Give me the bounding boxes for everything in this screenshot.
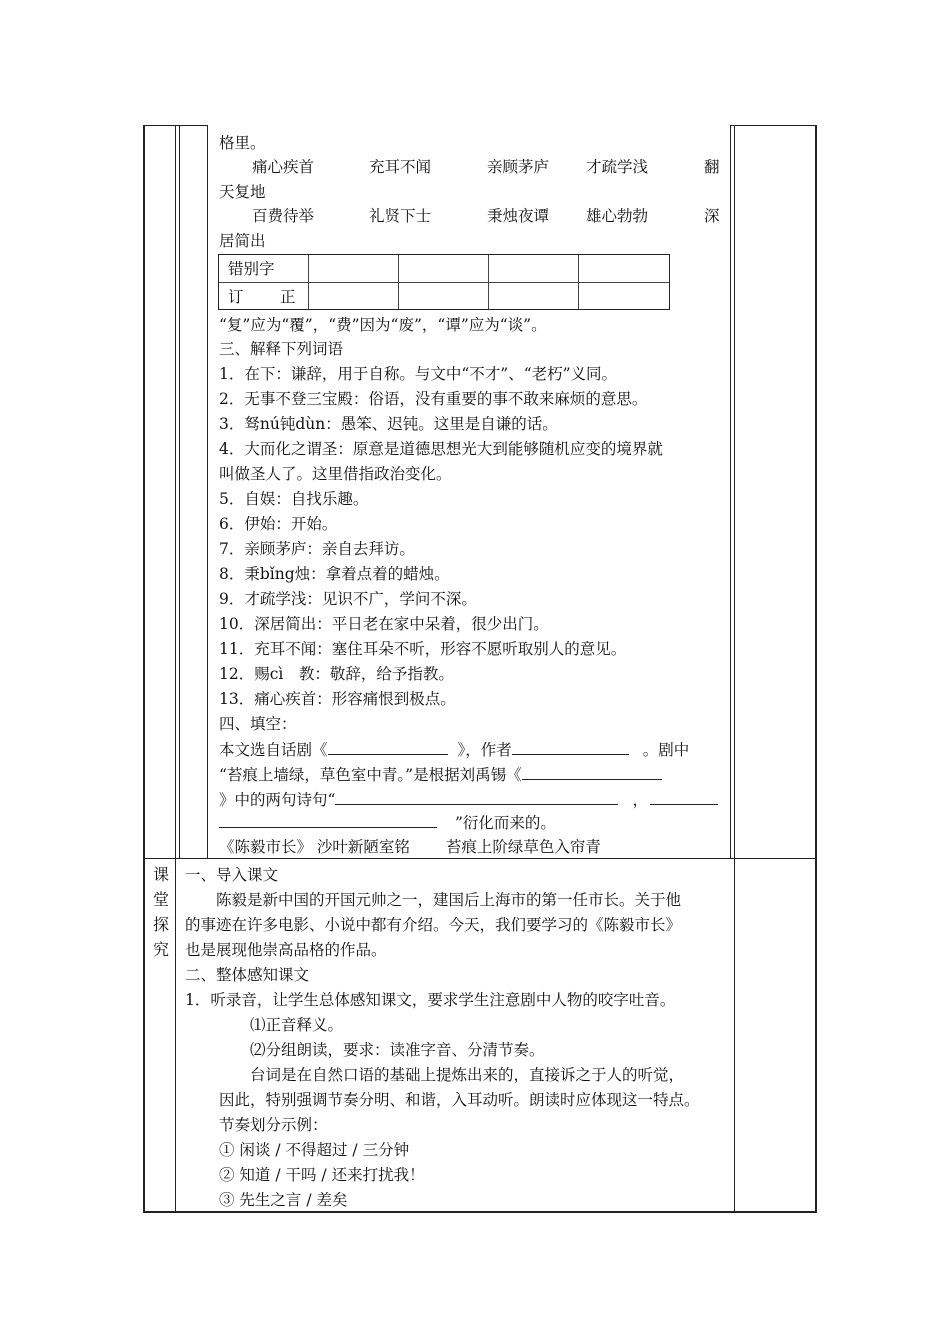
blank-source-title	[522, 764, 662, 780]
rhythm-example: ① 闲谈 / 不得超过 / 三分钟	[219, 1141, 410, 1159]
rhythm-example: ③ 先生之言 / 差矣	[219, 1191, 348, 1209]
definition-item: 11．充耳不闻：塞住耳朵不听，形容不愿听取别人的意见。	[219, 640, 627, 658]
definition-item: 2．无事不登三宝殿：俗语，没有重要的事不敢来麻烦的意思。	[219, 390, 648, 408]
definition-item: 3．驽nú钝dùn：愚笨、迟钝。这里是自谦的话。	[219, 415, 558, 433]
fill-blank-line	[219, 812, 556, 833]
section-heading: 二、整体感知课文	[185, 966, 310, 984]
text-fragment: 本文选自话剧《	[219, 741, 328, 759]
blank-play-title	[328, 739, 448, 755]
definition-item: 10．深居简出：平日老在家中呆着，很少出门。	[219, 615, 549, 633]
definition-item: 6．伊始：开始。	[219, 515, 338, 533]
section-heading: 一、导入课文	[185, 866, 279, 884]
correction-label-b: 正	[280, 288, 296, 306]
text-line: “复”应为“覆”，“费”因为“废”，“谭”应为“谈”。	[219, 316, 547, 334]
text-fragment: “苔痕上墙绿，草色室中青。”是根据刘禹锡《	[219, 766, 522, 784]
error-correction-table	[218, 254, 670, 310]
idiom-item: 翻	[704, 158, 720, 176]
definition-item: 4．大而化之谓圣：原意是道德思想光大到能够随机应变的境界就	[219, 440, 663, 458]
blank-poem-line-2	[650, 789, 718, 805]
correction-label-a: 订	[228, 288, 244, 306]
idiom-item: 秉烛夜谭	[487, 207, 550, 225]
fill-blank-line	[219, 739, 689, 760]
table-right-border	[815, 125, 817, 1213]
table-bottom-border	[143, 1211, 817, 1213]
idiom-item: 才疏学浅	[586, 158, 649, 176]
paragraph-line: 因此，特别强调节奏分明、和谐，入耳动听。朗读时应体现这一特点。	[219, 1091, 700, 1109]
paragraph-line: 的事迹在许多电影、小说中都有介绍。今天，我们要学习的《陈毅市长》	[185, 916, 682, 934]
side-label-char: 堂	[152, 890, 169, 909]
side-label-char: 探	[152, 915, 169, 934]
definition-item: 13．痛心疾首：形容痛恨到极点。	[219, 690, 456, 708]
text-fragment: 》中的两句诗句“	[219, 791, 336, 809]
definition-item: 9．才疏学浅：见识不广，学问不深。	[219, 590, 477, 608]
idiom-item: 百费待举	[252, 207, 315, 225]
paragraph-line: ⑵分组朗读，要求：读准字音、分清节奏。	[250, 1041, 545, 1059]
text-fragment: 》，作者	[457, 741, 512, 759]
idiom-item: 充耳不闻	[369, 158, 432, 176]
text-fragment: ”衍化而来的。	[455, 814, 556, 832]
definition-item: 1．在下：谦辞，用于自称。与文中“不才”、“老朽”义同。	[219, 365, 618, 383]
paragraph-line: 陈毅是新中国的开国元帅之一，建国后上海市的第一任市长。关于他	[216, 891, 682, 909]
paragraph-line: 节奏划分示例：	[219, 1116, 328, 1134]
paragraph-line: ⑴正音释义。	[250, 1016, 344, 1034]
rhythm-example: ② 知道 / 干吗 / 还来打扰我！	[219, 1166, 425, 1184]
fill-blank-line	[219, 789, 718, 810]
blank-poem-line-2-cont	[219, 812, 437, 828]
column-divider-2a	[179, 125, 180, 859]
column-divider-4	[730, 125, 731, 859]
answer-line: 《陈毅市长》 沙叶新陋室铭 苔痕上阶绿草色入帘青	[219, 838, 601, 856]
column-divider-5	[734, 125, 735, 1213]
column-divider-3	[207, 125, 208, 859]
text-line: 天复地	[219, 183, 266, 201]
text-line: 格里。	[219, 134, 266, 152]
definition-item: 12．赐cì 教：敬辞，给予指教。	[219, 665, 454, 683]
text-line: 居简出	[219, 232, 266, 250]
idiom-item: 礼贤下士	[369, 207, 432, 225]
paragraph-line: 1．听录音，让学生总体感知课文，要求学生注意剧中人物的咬字吐音。	[185, 991, 676, 1009]
side-label-char: 究	[152, 940, 169, 959]
text-fragment: 。剧中	[642, 741, 690, 759]
paragraph-line: 也是展现他崇高品格的作品。	[185, 941, 387, 959]
paragraph-line: 台词是在自然口语的基础上提炼出来的，直接诉之于人的听觉，	[250, 1066, 685, 1084]
table-left-border	[143, 125, 145, 1213]
fill-blank-line	[219, 764, 662, 785]
table-row-divider	[219, 282, 669, 283]
side-label-char: 课	[152, 865, 169, 884]
blank-poem-line-1	[335, 789, 618, 805]
definition-item: 7．亲顾茅庐：亲自去拜访。	[219, 540, 415, 558]
row-divider	[143, 858, 817, 859]
text-fragment: ，	[632, 791, 648, 809]
section-heading: 三、解释下列词语	[219, 340, 344, 358]
definition-item: 5．自娱：自找乐趣。	[219, 490, 369, 508]
column-divider-1	[175, 125, 176, 1213]
definition-item: 8．秉bǐng烛：拿着点着的蜡烛。	[219, 565, 450, 583]
section-heading: 四、填空：	[219, 715, 297, 733]
definition-item: 叫做圣人了。这里借指政治变化。	[219, 465, 452, 483]
idiom-item: 亲顾茅庐	[487, 158, 550, 176]
idiom-item: 深	[704, 207, 720, 225]
blank-author	[512, 739, 629, 755]
idiom-item: 雄心勃勃	[586, 207, 649, 225]
idiom-item: 痛心疾首	[252, 158, 315, 176]
table-top-border-right	[730, 125, 817, 126]
error-label: 错别字	[228, 260, 275, 278]
